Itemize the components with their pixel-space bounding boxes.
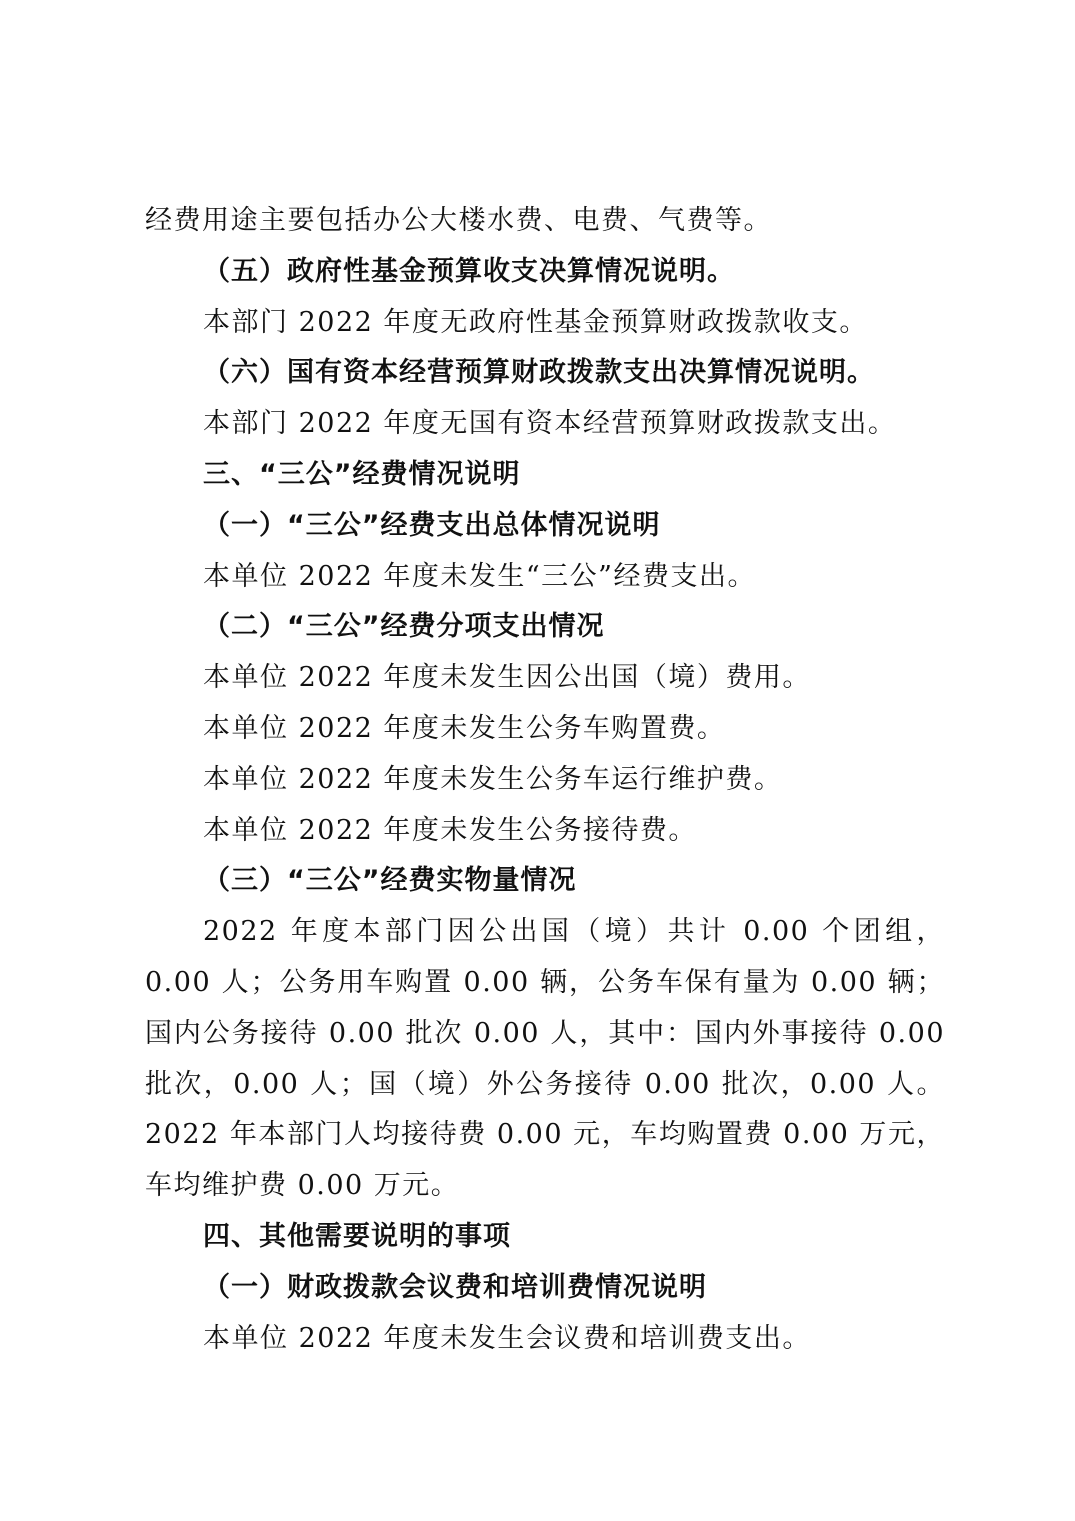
- text-vehicle-maintenance-none: 本单位 2022 年度未发生公务车运行维护费。: [203, 763, 783, 795]
- heading-meeting-training: （一）财政拨款会议费和培训费情况说明: [203, 1271, 707, 1303]
- heading-three-public-physical: （三）“三公”经费实物量情况: [203, 865, 577, 897]
- heading-three-public-expenses: 三、“三公”经费情况说明: [203, 458, 521, 490]
- text-state-capital-none: 本部门 2022 年度无国有资本经营预算财政拨款支出。: [203, 408, 897, 440]
- heading-state-capital-budget: （六）国有资本经营预算财政拨款支出决算情况说明。: [203, 357, 875, 389]
- document-body: [145, 196, 945, 1364]
- text-three-public-none: 本单位 2022 年度未发生“三公”经费支出。: [203, 560, 756, 592]
- heading-three-public-overall: （一）“三公”经费支出总体情况说明: [203, 509, 661, 541]
- heading-three-public-itemized: （二）“三公”经费分项支出情况: [203, 611, 605, 643]
- text-overseas-none: 本单位 2022 年度未发生因公出国（境）费用。: [203, 662, 811, 694]
- heading-gov-fund-budget: （五）政府性基金预算收支决算情况说明。: [203, 255, 735, 287]
- text-reception-none: 本单位 2022 年度未发生公务接待费。: [203, 814, 697, 846]
- text-line-water-electric-gas: 经费用途主要包括办公大楼水费、电费、气费等。: [145, 205, 772, 236]
- text-meeting-training-none: 本单位 2022 年度未发生会议费和培训费支出。: [203, 1322, 811, 1354]
- text-vehicle-purchase-none: 本单位 2022 年度未发生公务车购置费。: [203, 712, 726, 744]
- paragraph-physical-quantities: 2022 年度本部门因公出国（境）共计 0.00 个团组，0.00 人；公务用车购置 0.00 辆，公务车保有量为 0.00 辆；国内公务接待 0.00 批次 0.00 人，其中：国内外事接待 0.00 批次，0.00 人；国（境）外公务接待 0.00 批次，0.00 人。2022 年本部门人均接待费 0.00 元，车均购置费 0.00 万元，车均维护费 0.00 万元。: [145, 916, 945, 1202]
- heading-other-matters: 四、其他需要说明的事项: [203, 1220, 511, 1252]
- text-gov-fund-none: 本部门 2022 年度无政府性基金预算财政拨款收支。: [203, 306, 868, 338]
